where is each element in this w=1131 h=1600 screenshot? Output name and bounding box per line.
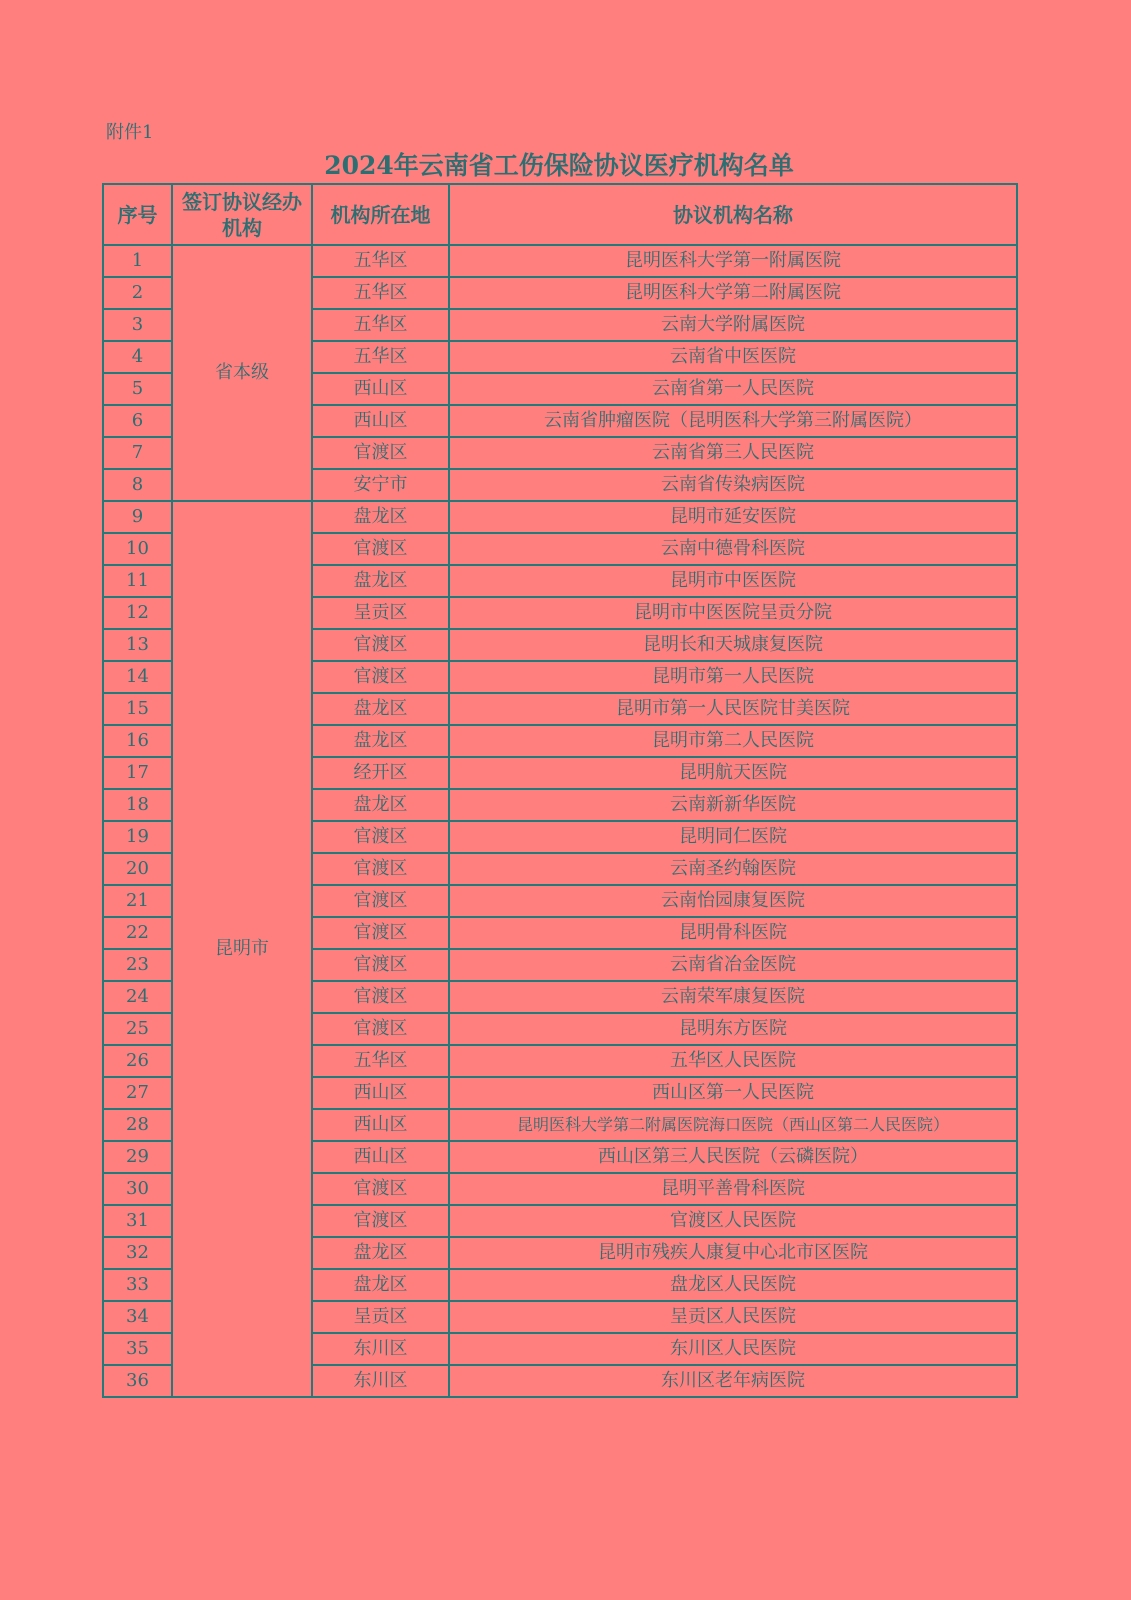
serial-number-cell: 32 [103,1237,172,1269]
institution-name-cell: 云南中德骨科医院 [449,533,1017,565]
serial-number-cell: 20 [103,853,172,885]
institution-name-cell: 昆明医科大学第二附属医院海口医院（西山区第二人民医院） [449,1109,1017,1141]
institution-table [102,183,1018,1398]
location-cell: 官渡区 [312,1013,449,1045]
institution-name-cell: 东川区人民医院 [449,1333,1017,1365]
table-body [103,245,1017,1397]
institution-name-cell: 昆明骨科医院 [449,917,1017,949]
serial-number-cell: 22 [103,917,172,949]
serial-number-cell: 11 [103,565,172,597]
location-cell: 西山区 [312,1141,449,1173]
location-cell: 盘龙区 [312,725,449,757]
institution-name-cell: 昆明航天医院 [449,757,1017,789]
location-cell: 呈贡区 [312,597,449,629]
institution-name-cell: 云南省第一人民医院 [449,373,1017,405]
institution-name-cell: 西山区第三人民医院（云磷医院） [449,1141,1017,1173]
institution-name-cell: 昆明长和天城康复医院 [449,629,1017,661]
contracting-agency-cell: 省本级 [172,245,312,501]
institution-name-cell: 云南省冶金医院 [449,949,1017,981]
attachment-label: 附件1 [106,122,154,143]
serial-number-cell: 14 [103,661,172,693]
serial-number-cell: 16 [103,725,172,757]
serial-number-cell: 5 [103,373,172,405]
location-cell: 西山区 [312,405,449,437]
serial-number-cell: 9 [103,501,172,533]
institution-name-cell: 呈贡区人民医院 [449,1301,1017,1333]
location-cell: 官渡区 [312,821,449,853]
location-cell: 盘龙区 [312,789,449,821]
location-cell: 官渡区 [312,885,449,917]
serial-number-cell: 8 [103,469,172,501]
institution-name-cell: 五华区人民医院 [449,1045,1017,1077]
table-row [103,245,1017,277]
institution-name-cell: 云南省中医医院 [449,341,1017,373]
location-cell: 东川区 [312,1333,449,1365]
institution-name-cell: 云南省第三人民医院 [449,437,1017,469]
location-cell: 官渡区 [312,437,449,469]
header-serial-number: 序号 [103,184,172,245]
serial-number-cell: 4 [103,341,172,373]
institution-name-cell: 云南新新华医院 [449,789,1017,821]
institution-name-cell: 昆明市中医医院 [449,565,1017,597]
institution-name-cell: 昆明市第二人民医院 [449,725,1017,757]
location-cell: 盘龙区 [312,565,449,597]
location-cell: 西山区 [312,373,449,405]
location-cell: 官渡区 [312,917,449,949]
serial-number-cell: 1 [103,245,172,277]
location-cell: 官渡区 [312,1173,449,1205]
serial-number-cell: 35 [103,1333,172,1365]
institution-name-cell: 盘龙区人民医院 [449,1269,1017,1301]
serial-number-cell: 23 [103,949,172,981]
serial-number-cell: 27 [103,1077,172,1109]
location-cell: 官渡区 [312,1205,449,1237]
location-cell: 官渡区 [312,853,449,885]
serial-number-cell: 30 [103,1173,172,1205]
serial-number-cell: 7 [103,437,172,469]
serial-number-cell: 18 [103,789,172,821]
institution-name-cell: 云南省肿瘤医院（昆明医科大学第三附属医院） [449,405,1017,437]
serial-number-cell: 3 [103,309,172,341]
institution-name-cell: 云南荣军康复医院 [449,981,1017,1013]
serial-number-cell: 26 [103,1045,172,1077]
location-cell: 盘龙区 [312,1237,449,1269]
location-cell: 盘龙区 [312,501,449,533]
serial-number-cell: 13 [103,629,172,661]
location-cell: 五华区 [312,309,449,341]
serial-number-cell: 36 [103,1365,172,1397]
institution-name-cell: 昆明市残疾人康复中心北市区医院 [449,1237,1017,1269]
location-cell: 官渡区 [312,661,449,693]
location-cell: 官渡区 [312,949,449,981]
location-cell: 五华区 [312,1045,449,1077]
institution-name-cell: 昆明市延安医院 [449,501,1017,533]
institution-name-cell: 昆明医科大学第二附属医院 [449,277,1017,309]
location-cell: 东川区 [312,1365,449,1397]
location-cell: 官渡区 [312,981,449,1013]
institution-name-cell: 昆明平善骨科医院 [449,1173,1017,1205]
institution-name-cell: 昆明东方医院 [449,1013,1017,1045]
location-cell: 西山区 [312,1109,449,1141]
institution-name-cell: 昆明市第一人民医院甘美医院 [449,693,1017,725]
location-cell: 经开区 [312,757,449,789]
serial-number-cell: 10 [103,533,172,565]
location-cell: 五华区 [312,341,449,373]
serial-number-cell: 17 [103,757,172,789]
header-institution-name: 协议机构名称 [449,184,1017,245]
serial-number-cell: 24 [103,981,172,1013]
institution-name-cell: 云南大学附属医院 [449,309,1017,341]
header-contracting-agency: 签订协议经办机构 [172,184,312,245]
serial-number-cell: 19 [103,821,172,853]
serial-number-cell: 29 [103,1141,172,1173]
serial-number-cell: 28 [103,1109,172,1141]
institution-name-cell: 云南怡园康复医院 [449,885,1017,917]
table-header-row [103,184,1017,245]
institution-name-cell: 云南圣约翰医院 [449,853,1017,885]
institution-name-cell: 昆明市第一人民医院 [449,661,1017,693]
location-cell: 盘龙区 [312,693,449,725]
institution-name-cell: 云南省传染病医院 [449,469,1017,501]
location-cell: 五华区 [312,277,449,309]
serial-number-cell: 12 [103,597,172,629]
institution-name-cell: 昆明同仁医院 [449,821,1017,853]
institution-name-cell: 官渡区人民医院 [449,1205,1017,1237]
location-cell: 西山区 [312,1077,449,1109]
document-title: 2024年云南省工伤保险协议医疗机构名单 [324,151,794,180]
serial-number-cell: 34 [103,1301,172,1333]
location-cell: 官渡区 [312,629,449,661]
serial-number-cell: 15 [103,693,172,725]
location-cell: 安宁市 [312,469,449,501]
serial-number-cell: 21 [103,885,172,917]
table-row [103,501,1017,533]
institution-name-cell: 昆明市中医医院呈贡分院 [449,597,1017,629]
institution-name-cell: 西山区第一人民医院 [449,1077,1017,1109]
header-location: 机构所在地 [312,184,449,245]
serial-number-cell: 6 [103,405,172,437]
location-cell: 官渡区 [312,533,449,565]
serial-number-cell: 25 [103,1013,172,1045]
contracting-agency-cell: 昆明市 [172,501,312,1397]
institution-name-cell: 昆明医科大学第一附属医院 [449,245,1017,277]
location-cell: 盘龙区 [312,1269,449,1301]
institution-name-cell: 东川区老年病医院 [449,1365,1017,1397]
location-cell: 五华区 [312,245,449,277]
serial-number-cell: 33 [103,1269,172,1301]
location-cell: 呈贡区 [312,1301,449,1333]
serial-number-cell: 2 [103,277,172,309]
serial-number-cell: 31 [103,1205,172,1237]
